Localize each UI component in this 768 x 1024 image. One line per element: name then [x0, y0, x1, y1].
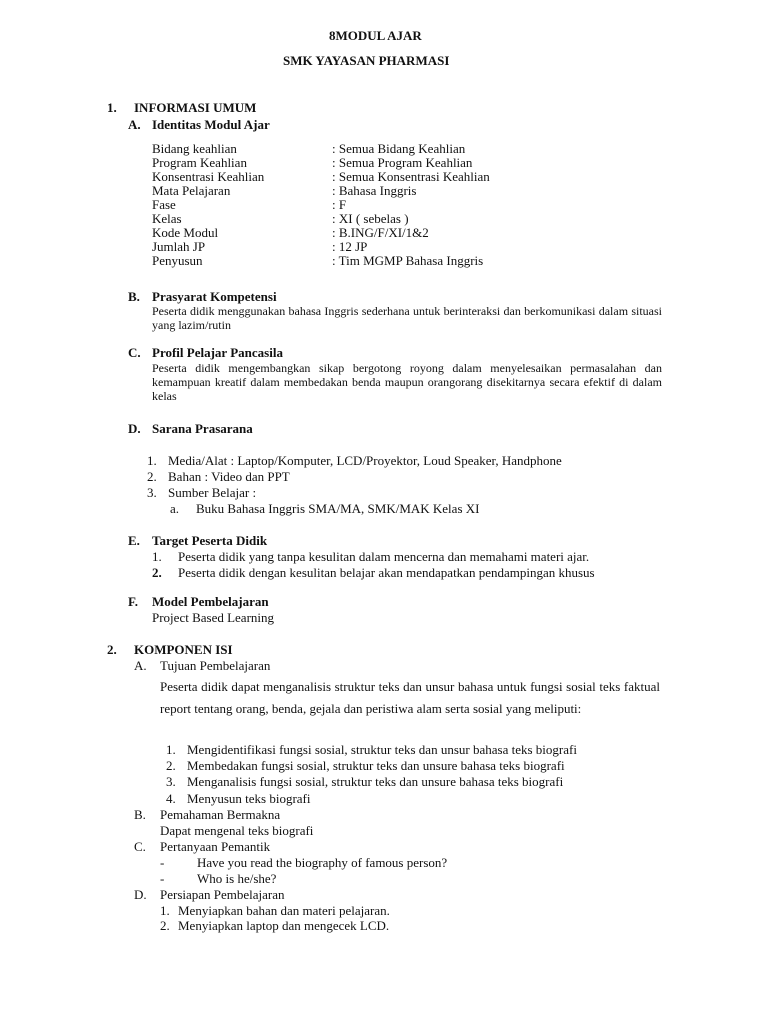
- subsection-1c-title: Profil Pelajar Pancasila: [152, 345, 283, 360]
- subsection-1d-letter: D.: [128, 421, 141, 436]
- subsection-1c-letter: C.: [128, 345, 141, 360]
- subsection-1b-text: Peserta didik menggunakan bahasa Inggris sederhana untuk berinteraksi dan berkomunikasi dalam situasi yang lazim/rutin: [152, 304, 662, 332]
- bullet-dash: -: [160, 871, 165, 886]
- list-number: 2.: [166, 758, 176, 773]
- subsection-2a-title: Tujuan Pembelajaran: [160, 658, 271, 673]
- list-number: 1.: [152, 549, 162, 564]
- identity-value: : Semua Konsentrasi Keahlian: [332, 169, 490, 184]
- list-number: 4.: [166, 791, 176, 806]
- identity-value: : XI ( sebelas ): [332, 211, 409, 226]
- list-item: Bahan : Video dan PPT: [168, 469, 290, 484]
- subsection-1c-text: Peserta didik mengembangkan sikap bergotong royong dalam menyelesaikan permasalahan dan kemampuan kreatif dalam membedakan benda maupun orangorang disekitarnya secara efektif di dalam kelas: [152, 361, 662, 403]
- identity-label: Mata Pelajaran: [152, 183, 231, 198]
- list-number: 3.: [147, 485, 157, 500]
- subsection-2a-text: Peserta didik dapat menganalisis struktur teks dan unsur bahasa untuk fungsi sosial teks faktual report tentang orang, benda, gejala dan peristiwa alam serta sosial yang meliputi:: [160, 679, 660, 716]
- subsection-2b-title: Pemahaman Bermakna: [160, 807, 281, 822]
- sublist-letter: a.: [170, 501, 180, 516]
- subsection-2a-letter: A.: [134, 658, 147, 673]
- list-item: Sumber Belajar :: [168, 485, 257, 500]
- list-number: 1.: [160, 903, 170, 918]
- subsection-2b-letter: B.: [134, 807, 146, 822]
- section-1-title: INFORMASI UMUM: [134, 100, 257, 115]
- sublist-item: Buku Bahasa Inggris SMA/MA, SMK/MAK Kelas XI: [196, 501, 480, 516]
- list-item: Media/Alat : Laptop/Komputer, LCD/Proyektor, Loud Speaker, Handphone: [168, 453, 562, 468]
- identity-value: : Bahasa Inggris: [332, 183, 417, 198]
- section-1-number: 1.: [107, 100, 117, 115]
- list-item: Mengidentifikasi fungsi sosial, struktur teks dan unsur bahasa teks biografi: [187, 742, 577, 757]
- identity-label: Fase: [152, 197, 176, 212]
- list-item: Peserta didik yang tanpa kesulitan dalam mencerna dan memahami materi ajar.: [178, 549, 590, 564]
- subsection-1a-letter: A.: [128, 117, 141, 132]
- subsection-2d-title: Persiapan Pembelajaran: [160, 887, 285, 902]
- identity-value: : Tim MGMP Bahasa Inggris: [332, 253, 484, 268]
- list-number: 2.: [152, 565, 162, 580]
- list-item: Who is he/she?: [197, 871, 277, 886]
- subsection-2b-text: Dapat mengenal teks biografi: [160, 823, 314, 838]
- list-number: 1.: [147, 453, 157, 468]
- identity-label: Konsentrasi Keahlian: [152, 169, 265, 184]
- section-2-title: KOMPONEN ISI: [134, 642, 233, 657]
- subsection-1d-title: Sarana Prasarana: [152, 421, 253, 436]
- subsection-1f-title: Model Pembelajaran: [152, 594, 269, 609]
- identity-label: Kelas: [152, 211, 182, 226]
- subsection-1f-text: Project Based Learning: [152, 610, 275, 625]
- identity-value: : Semua Bidang Keahlian: [332, 141, 466, 156]
- list-number: 3.: [166, 774, 176, 789]
- list-number: 2.: [160, 918, 170, 933]
- identity-value: : B.ING/F/XI/1&2: [332, 225, 429, 240]
- list-number: 1.: [166, 742, 176, 757]
- subsection-2c-title: Pertanyaan Pemantik: [160, 839, 271, 854]
- subsection-1e-letter: E.: [128, 533, 140, 548]
- list-item: Menyiapkan laptop dan mengecek LCD.: [178, 918, 390, 933]
- list-item: Menyiapkan bahan dan materi pelajaran.: [178, 903, 390, 918]
- subsection-2d-letter: D.: [134, 887, 147, 902]
- identity-label: Bidang keahlian: [152, 141, 237, 156]
- identity-label: Jumlah JP: [152, 239, 206, 254]
- subsection-2c-letter: C.: [134, 839, 146, 854]
- subsection-1e-title: Target Peserta Didik: [152, 533, 268, 548]
- identity-value: : 12 JP: [332, 239, 368, 254]
- school-name: SMK YAYASAN PHARMASI: [283, 53, 450, 68]
- identity-value: : F: [332, 197, 347, 212]
- list-item: Have you read the biography of famous person?: [197, 855, 448, 870]
- list-item: Peserta didik dengan kesulitan belajar akan mendapatkan pendampingan khusus: [178, 565, 595, 580]
- list-item: Menyusun teks biografi: [187, 791, 311, 806]
- identity-label: Program Keahlian: [152, 155, 247, 170]
- identity-label: Kode Modul: [152, 225, 219, 240]
- list-item: Menganalisis fungsi sosial, struktur teks dan unsure bahasa teks biografi: [187, 774, 564, 789]
- list-number: 2.: [147, 469, 157, 484]
- identity-label: Penyusun: [152, 253, 203, 268]
- identity-value: : Semua Program Keahlian: [332, 155, 473, 170]
- section-2-number: 2.: [107, 642, 117, 657]
- subsection-1b-title: Prasyarat Kompetensi: [152, 289, 277, 304]
- list-item: Membedakan fungsi sosial, struktur teks dan unsure bahasa teks biografi: [187, 758, 565, 773]
- subsection-1f-letter: F.: [128, 594, 138, 609]
- subsection-1a-title: Identitas Modul Ajar: [152, 117, 270, 132]
- document-title: 8MODUL AJAR: [329, 28, 422, 43]
- bullet-dash: -: [160, 855, 165, 870]
- subsection-1b-letter: B.: [128, 289, 140, 304]
